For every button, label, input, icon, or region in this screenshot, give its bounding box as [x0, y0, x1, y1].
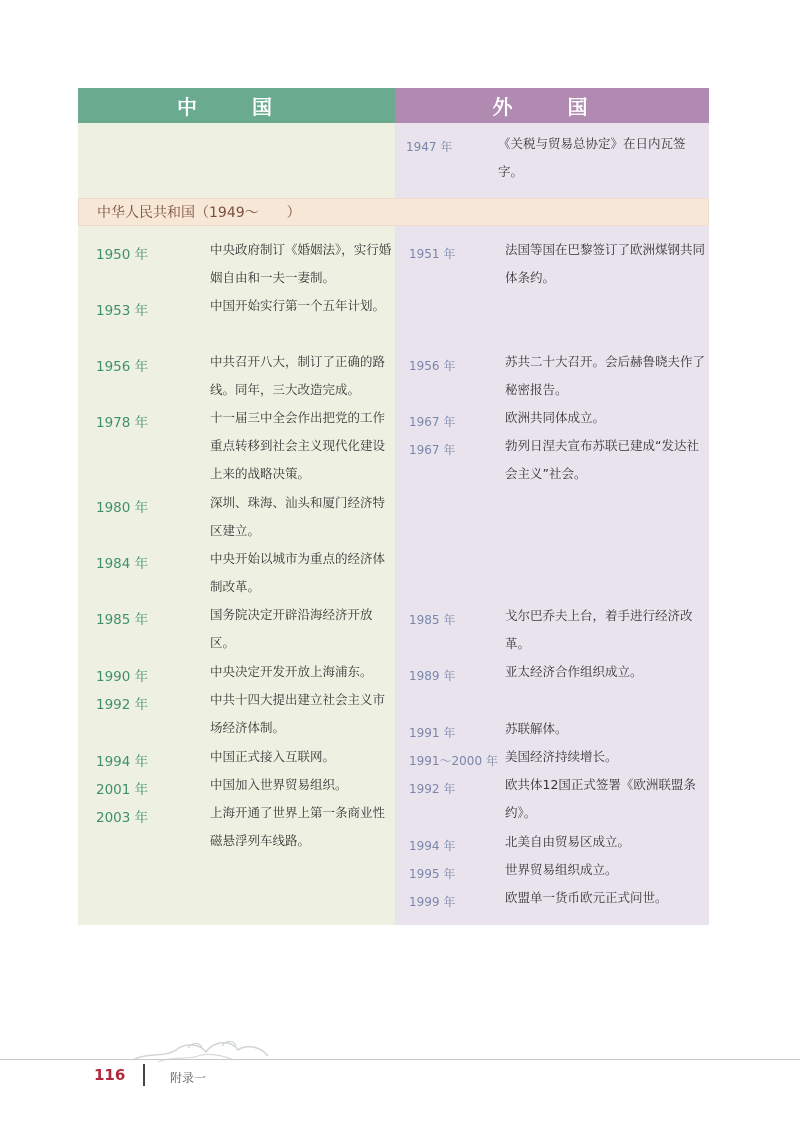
china-year: 2003 年: [96, 810, 149, 826]
china-text: 中央政府制订《婚姻法》，实行婚姻自由和一夫一妻制。: [210, 242, 392, 285]
header-china: 中 国: [78, 88, 395, 123]
china-text: 中共十四大提出建立社会主义市场经济体制。: [210, 692, 386, 735]
foreign-text: 欧共体12国正式签署《欧洲联盟条约》。: [505, 777, 696, 820]
foreign-text: 苏联解体。: [505, 721, 568, 736]
foreign-year: 1991～2000 年: [409, 754, 498, 768]
foreign-text: 北美自由贸易区成立。: [505, 834, 631, 849]
foreign-text: 欧盟单一货币欧元正式问世。: [505, 890, 668, 905]
section-band: [78, 198, 709, 226]
foreign-text: 美国经济持续增长。: [505, 749, 618, 764]
china-text: 十一届三中全会作出把党的工作重点转移到社会主义现代化建设上来的战略决策。: [210, 410, 386, 481]
china-year: 1990 年: [96, 669, 149, 685]
china-text: 中共召开八大，制订了正确的路线。同年，三大改造完成。: [210, 354, 386, 397]
china-year: 1978 年: [96, 415, 149, 431]
footer-divider: [0, 1059, 800, 1060]
foreign-year: 1989 年: [409, 669, 456, 683]
china-text: 中央决定开发开放上海浦东。: [210, 664, 373, 679]
china-text: 中国开始实行第一个五年计划。: [210, 298, 386, 313]
foreign-text: 世界贸易组织成立。: [505, 862, 618, 877]
china-year: 1950 年: [96, 247, 149, 263]
foreign-year: 1951 年: [409, 247, 456, 261]
china-text: 上海开通了世界上第一条商业性磁悬浮列车线路。: [210, 805, 386, 848]
china-text: 中央开始以城市为重点的经济体制改革。: [210, 551, 386, 594]
china-year: 1984 年: [96, 556, 149, 572]
foreign-text: 欧洲共同体成立。: [505, 410, 606, 425]
foreign-year-1947: 1947 年: [406, 140, 453, 154]
page-number-divider: [143, 1064, 145, 1086]
china-text: 中国加入世界贸易组织。: [210, 777, 348, 792]
foreign-year: 1985 年: [409, 613, 456, 627]
china-year: 2001 年: [96, 782, 149, 798]
china-year: 1985 年: [96, 612, 149, 628]
china-text: 国务院决定开辟沿海经济开放区。: [210, 607, 373, 650]
foreign-year: 1956 年: [409, 359, 456, 373]
foreign-year: 1967 年: [409, 415, 456, 429]
chronology-table: [78, 88, 709, 925]
china-year: 1956 年: [96, 359, 149, 375]
foreign-year: 1967 年: [409, 443, 456, 457]
china-text: 中国正式接入互联网。: [210, 749, 336, 764]
china-year: 1953 年: [96, 303, 149, 319]
section-title: 中华人民共和国（1949～ ）: [97, 205, 301, 221]
foreign-text: 亚太经济合作组织成立。: [505, 664, 643, 679]
foreign-year: 1999 年: [409, 895, 456, 909]
foreign-year: 1992 年: [409, 782, 456, 796]
foreign-text: 苏共二十大召开。会后赫鲁晓夫作了秘密报告。: [505, 354, 706, 397]
foreign-year: 1994 年: [409, 839, 456, 853]
page-number: 116: [94, 1066, 126, 1084]
china-year: 1980 年: [96, 500, 149, 516]
foreign-text: 戈尔巴乔夫上台，着手进行经济改革。: [505, 608, 693, 651]
china-year: 1994 年: [96, 754, 149, 770]
foreign-year: 1991 年: [409, 726, 456, 740]
china-column-top: [78, 123, 395, 198]
header-foreign: 外 国: [395, 88, 709, 123]
foreign-text: 法国等国在巴黎签订了欧洲煤钢共同体条约。: [505, 242, 706, 285]
foreign-year: 1995 年: [409, 867, 456, 881]
foreign-text-1947: 《关税与贸易总协定》在日内瓦签字。: [498, 136, 686, 179]
china-text: 深圳、珠海、汕头和厦门经济特区建立。: [210, 495, 386, 538]
section-label: 附录一: [170, 1071, 207, 1085]
foreign-text: 勃列日涅夫宣布苏联已建成“发达社会主义”社会。: [505, 438, 699, 481]
china-year: 1992 年: [96, 697, 149, 713]
cloud-ornament-icon: [128, 1030, 278, 1066]
